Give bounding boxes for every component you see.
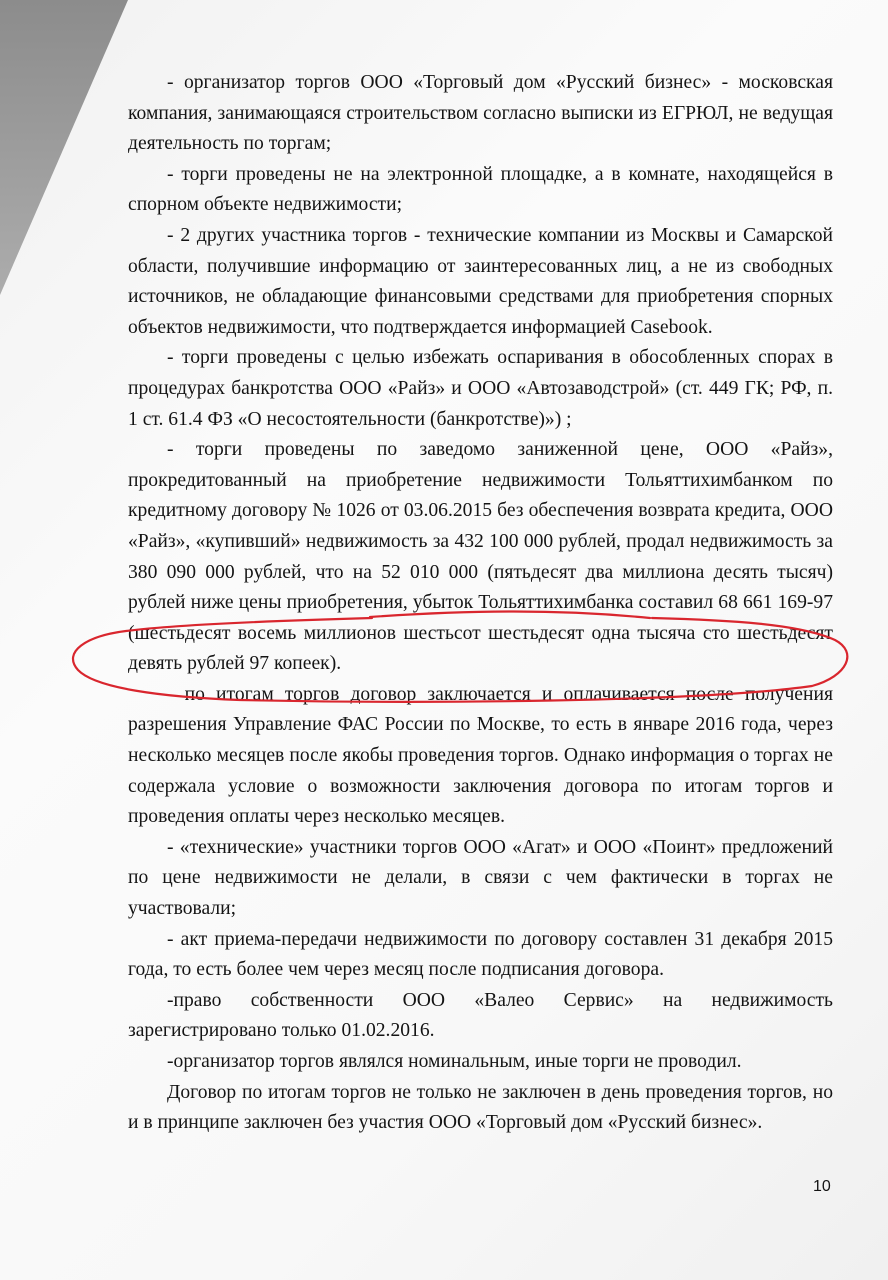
paragraph-price: - торги проведены по заведомо заниженной цене, ООО «Райз», прокредитованный на приобретение недвижимости Тольяттихимбанком по кредитному договору № 1026 от 03.06.2015 без обеспечения возврата кредита, ООО «Райз», «купивший» недвижимость за 432 100 000 рублей, продал недвижимость за 380 090 000 рублей, что на 52 010 000 (пятьдесят два миллиона десять тысяч) рублей ниже цены приобретения, убыток Тольяттихимбанка составил 68 661 169-97 (шестьдесят восемь миллионов шестьсот шестьдесят одна тысяча сто шестьдесят девять рублей 97 копеек). — [128, 439, 833, 675]
page-number: 10 — [813, 1178, 831, 1195]
paragraph-nominal-organizer: -организатор торгов являлся номинальным, иные торги не проводил. — [167, 1051, 742, 1072]
paragraph-technical-participants: - «технические» участники торгов ООО «Агат» и ООО «Поинт» предложений по цене недвижимости не делали, в связи с чем фактически в торгах не участвовали; — [128, 836, 833, 920]
document-body — [128, 68, 833, 1139]
paragraph-organizer: - организатор торгов ООО «Торговый дом «Русский бизнес» - московская компания, занимающаяся строительством согласно выписки из ЕГРЮЛ, не ведущая деятельность по торгам; — [128, 72, 833, 155]
paragraph-purpose: - торги проведены с целью избежать оспаривания в обособленных спорах в процедурах банкротства ООО «Райз» и ООО «Автозаводстрой» (ст. 449 ГК; РФ, п. 1 ст. 61.4 ФЗ «О несостоятельности (банкротстве)») ; — [128, 347, 833, 430]
paragraph-venue: - торги проведены не на электронной площадке, а в комнате, находящейся в спорном объекте недвижимости; — [128, 163, 833, 216]
paragraph-participants: - 2 других участника торгов - технические компании из Москвы и Самарской области, получившие информацию от заинтересованных лиц, а не из свободных источников, не обладающие финансовыми средствами для приобретения спорных объектов недвижимости, что подтверждается информацией Casebook. — [128, 224, 833, 338]
paragraph-transfer-act: - акт приема-передачи недвижимости по договору составлен 31 декабря 2015 года, то есть более чем через месяц после подписания договора. — [128, 928, 833, 981]
paragraph-conclusion: Договор по итогам торгов не только не заключен в день проведения торгов, но и в принципе заключен без участия ООО «Торговый дом «Русский бизнес». — [128, 1081, 833, 1134]
paragraph-contract-payment: - по итогам торгов договор заключается и оплачивается после получения разрешения Управление ФАС России по Москве, то есть в январе 2016 года, через несколько месяцев после якобы проведения торгов. Однако информация о торгах не содержала условие о возможности заключения договора по итогам торгов и проведения оплаты через несколько месяцев. — [128, 683, 833, 828]
paragraph-ownership: -право собственности ООО «Валео Сервис» на недвижимость зарегистрировано только 01.02.2016. — [128, 989, 833, 1042]
